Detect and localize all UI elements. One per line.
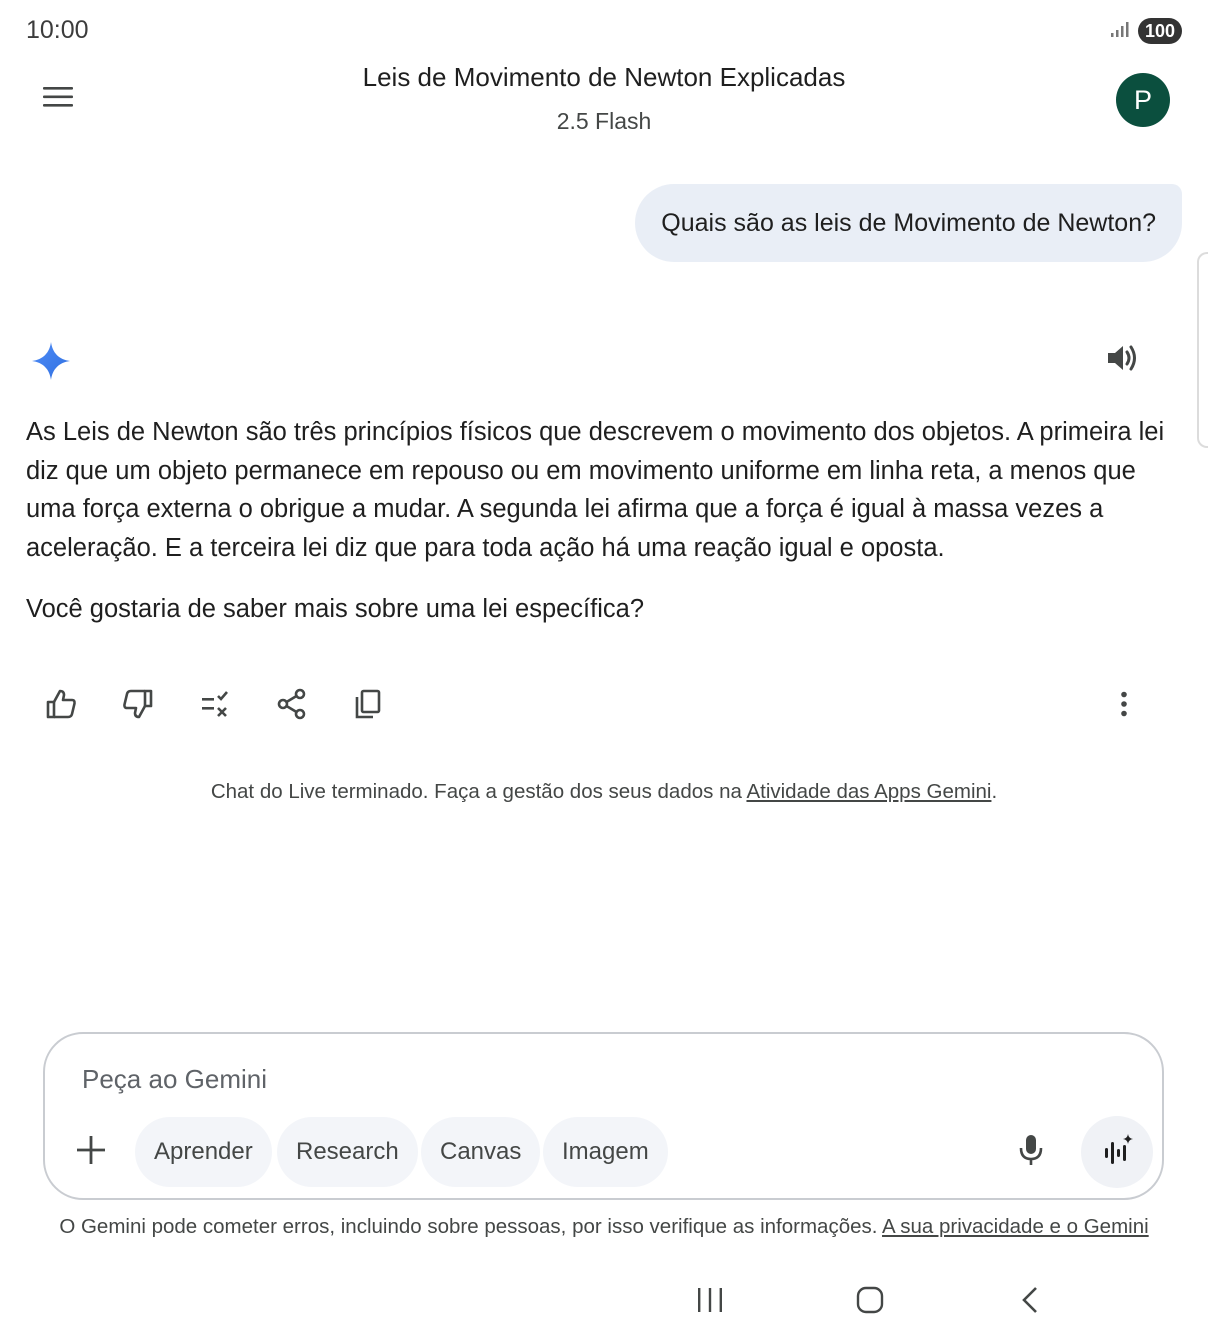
- recent-apps-icon: [696, 1287, 724, 1318]
- read-aloud-button[interactable]: [1103, 340, 1143, 380]
- live-chat-ended-notice: [0, 780, 1208, 804]
- disclaimer-text: O Gemini pode cometer erros, incluindo sobre pessoas, por isso verifique as informações.: [59, 1215, 883, 1238]
- microphone-button[interactable]: [1011, 1132, 1051, 1172]
- response-actions: [44, 686, 429, 726]
- chip-aprender[interactable]: Aprender: [135, 1117, 272, 1187]
- prompt-box: [43, 1032, 1164, 1200]
- battery-badge: 100: [1138, 18, 1182, 44]
- side-panel-handle[interactable]: [1197, 252, 1208, 448]
- share-icon: [275, 687, 309, 726]
- status-icons: [1110, 18, 1182, 44]
- conversation-title[interactable]: Leis de Movimento de Newton Explicadas: [362, 62, 846, 92]
- user-message-bubble: Quais são as leis de Movimento de Newton?: [635, 184, 1182, 262]
- response-paragraph: As Leis de Newton são três princípios físicos que descrevem o movimento dos objetos. A primeira lei diz que um objeto permanece em repouso ou em movimento uniforme em linha reta, a menos que uma força externa o obrigue a mudar. A segunda lei afirma que a força é igual à massa vezes a aceleração. E a terceira lei diz que para toda ação há uma reação igual e oposta.: [26, 418, 1165, 562]
- thumbs-down-icon: [121, 687, 155, 726]
- share-button[interactable]: [275, 686, 352, 726]
- plus-icon: [75, 1134, 107, 1171]
- dislike-button[interactable]: [121, 686, 198, 726]
- add-attachment-button[interactable]: [71, 1132, 111, 1172]
- account-avatar[interactable]: P: [1116, 73, 1170, 127]
- response-paragraph: Você gostaria de saber mais sobre uma lei específica?: [26, 595, 645, 624]
- chip-research[interactable]: Research: [277, 1117, 418, 1187]
- like-button[interactable]: [44, 686, 121, 726]
- home-icon: [856, 1286, 884, 1319]
- home-button[interactable]: [850, 1284, 890, 1320]
- modify-response-button[interactable]: [198, 686, 275, 726]
- recent-apps-button[interactable]: [690, 1284, 730, 1320]
- microphone-icon: [1018, 1133, 1044, 1172]
- modify-response-icon: [198, 687, 232, 726]
- more-vert-icon: [1120, 691, 1128, 722]
- back-button[interactable]: [1010, 1284, 1050, 1320]
- gemini-apps-activity-link[interactable]: Atividade das Apps Gemini: [746, 780, 992, 803]
- live-notice-text: Chat do Live terminado. Faça a gestão dos seus dados na: [210, 780, 747, 803]
- more-options-button[interactable]: [1104, 686, 1144, 726]
- chip-imagem[interactable]: Imagem: [543, 1117, 668, 1187]
- model-selector[interactable]: 2.5 Flash: [556, 108, 652, 134]
- chip-canvas[interactable]: Canvas: [421, 1117, 540, 1187]
- gemini-live-button[interactable]: [1081, 1116, 1153, 1188]
- live-waveform-icon: [1099, 1132, 1135, 1173]
- signal-icon: [1110, 20, 1130, 43]
- copy-button[interactable]: [352, 686, 429, 726]
- disclaimer: [0, 1215, 1208, 1239]
- prompt-input[interactable]: [82, 1064, 982, 1095]
- live-notice-suffix: .: [991, 780, 998, 803]
- thumbs-up-icon: [44, 687, 78, 726]
- privacy-link[interactable]: A sua privacidade e o Gemini: [882, 1215, 1149, 1238]
- speaker-icon: [1106, 343, 1140, 378]
- status-time: 10:00: [26, 16, 89, 44]
- gemini-spark-icon: [30, 340, 72, 382]
- copy-icon: [352, 687, 386, 726]
- gemini-response: [26, 413, 1186, 629]
- back-icon: [1019, 1286, 1041, 1319]
